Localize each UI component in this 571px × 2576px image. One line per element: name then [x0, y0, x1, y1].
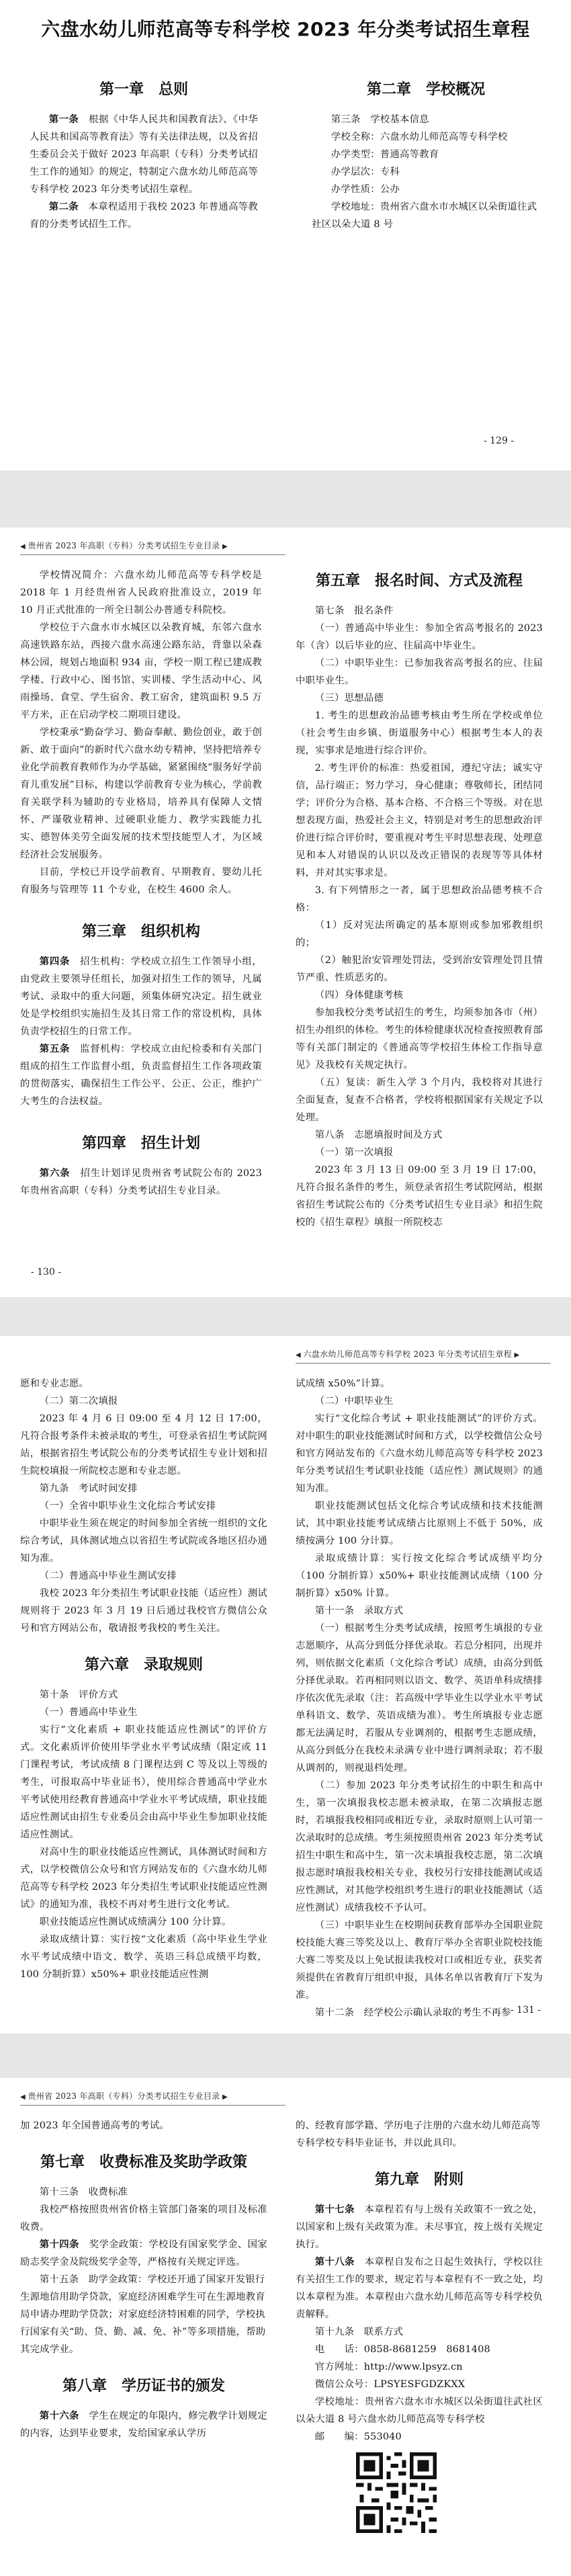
paragraph-list — [20, 2117, 267, 2134]
paragraph-text: 2. 考生评价的标准：热爱祖国，遵纪守法；诚实守信，品行端正；努力学习，身心健康；尊敬师长，团结同学；评价分为合格、基本合格、不合格三个等级。对在思想表现方面，热爱社会主义，特别是对考生的思想政治评价进行综合评价时，要重视对考生平时思想表现、处理意见和本人对错误的认识以及改正错误的表现等等具体材料，并对其实事求是。 — [296, 763, 543, 878]
page4-right-column — [296, 2117, 543, 2533]
paragraph — [20, 1721, 267, 1843]
paragraph-text: 参加我校分类考试招生的考生，均须参加各市（州）招生办组织的体检。考生的体检健康状况检查按照教育部等有关部门制定的《普通高等学校招生体检工作指导意见》及我校有关规定执行。 — [296, 1007, 543, 1071]
page4-left-column — [20, 2117, 267, 2442]
article-label: 第十一条 — [314, 1606, 355, 1616]
paragraph-text: 邮 编：553040 — [314, 2432, 402, 2442]
paragraph-text: （二）第二次填报 — [39, 1396, 118, 1407]
paragraph — [296, 2393, 543, 2428]
paragraph — [20, 2201, 267, 2236]
paragraph — [20, 953, 262, 1040]
paragraph-list — [20, 1375, 267, 1637]
paragraph-text: 监督机构：学校成立由纪检委和有关部门组成的招生工作监督小组，负责监督招生工作各项政策的贯彻落实，确保招生工作公平、公正、公正，维护广大考生的合法权益。 — [20, 1044, 262, 1107]
paragraph-list — [296, 602, 543, 1231]
article-label: 第十条 — [39, 1690, 69, 1700]
paragraph-list — [20, 2407, 267, 2442]
paragraph — [296, 917, 543, 952]
paragraph — [30, 111, 258, 198]
paragraph — [312, 111, 540, 128]
paragraph-text: 录取成绩计算：实行按“文化素质（高中毕业生学业水平考试成绩中语文、数学、英语三科总成绩平均数，100 分制折算）x50%+ 职业技能适应性测 — [20, 1934, 267, 1980]
paragraph-text: （二）中职毕业生 — [314, 1396, 394, 1407]
article-label: 第十八条 — [314, 2257, 355, 2268]
page3-left-column — [20, 1375, 267, 1983]
paragraph — [296, 1004, 543, 1074]
paragraph-text: 联系方式 — [363, 2327, 404, 2337]
paragraph-text: （二）普通高中毕业生测试安排 — [39, 1571, 177, 1581]
article-label: 第十七条 — [314, 2204, 355, 2215]
paragraph — [20, 1567, 267, 1585]
running-header: ◀ 贵州省 2023 年高职（专科）分类考试招生专业目录 ▶ — [20, 2091, 228, 2101]
paragraph-text: 办学性质：公办 — [331, 184, 400, 195]
paragraph-text: （二）中职毕业生：已参加我省高考报名的应、往届中职毕业生。 — [296, 658, 543, 686]
paragraph-text: （四）身体健康考核 — [314, 990, 404, 1001]
paragraph-text: 学校地址：贵州省六盘水市水城区以朵街道往武社区以朵大道 8 号六盘水幼儿师范高等专科学校 — [296, 2397, 543, 2425]
paragraph — [296, 1602, 543, 1620]
page3-right-column — [296, 1375, 543, 2022]
paragraph — [20, 1497, 267, 1515]
paragraph — [296, 759, 543, 882]
paragraph-list — [296, 1375, 543, 2022]
paragraph-text: （二）参加 2023 年分类考试招生的中职生和高中生，第一次填报我校志愿未被录取，在第二次填报志愿时，若填报我校相同或相近专业，录取时原则上认可第一次录取时的总成绩。考生须按照贵州省 2023 年分类考试招生中职生和高中生，第一次未填报我校志愿，第二次填报志愿时填报我校相关专业，我校另行安排技能测试或适应性测试，对其他学校组织考生进行的职业技能测试（适应性测试）成绩我校不予认可。 — [296, 1780, 543, 1913]
paragraph-text: 志愿填报时间及方式 — [354, 1130, 443, 1140]
paragraph — [20, 2407, 267, 2442]
paragraph-list — [20, 1686, 267, 1983]
paragraph — [20, 567, 262, 619]
paragraph-text: 职业技能测试包括文化综合考试成绩和技术技能测试，其中职业技能考试成绩占比原则上不低于 50%，成绩按满分 100 分计算。 — [296, 1501, 543, 1546]
paragraph-text: 学校基本信息 — [370, 114, 429, 125]
paragraph-text: 电 话：0858-8681259 8681408 — [314, 2344, 490, 2355]
article-label: 第七条 — [314, 606, 345, 616]
paragraph — [296, 1917, 543, 2004]
article-label: 第六条 — [39, 1168, 71, 1179]
page-132 — [0, 2078, 571, 2576]
paragraph-text: 学校秉承“勤奋学习、勤奋奉献、勤俭创业，敢于创新、敢于面向”的新时代六盘水幼专精神，坚持把培养专业化学前教育教师作为办学基础，紧紧围绕“服务好学前育儿重发展”目标，构建以学前教育专业为核心，学前教育关联学科为辅助的专业格局，培养具有保障人文情怀、严谨敬业精神、过硬职业能力、教学实践能力扎实、德智体美劳全面发展的技术型技能型人才，为区域经济社会发展服务。 — [20, 727, 262, 860]
paragraph-text: 学生在规定的年限内，修完教学计划规定的内容，达到毕业要求，发给国家承认学历 — [20, 2411, 268, 2439]
paragraph — [296, 1375, 543, 1393]
paragraph-text: 实行“文化素质 + 职业技能适应性测试”的评价方式。文化素质评价使用毕学业水平考试成绩（限定或 11 门课程考试，考试成绩 8 门课程达到 C 等及以上等级的考生，可报取高中毕业证书），使用综合普通高中学业水平考试使用经教育普通高中学业水平考试成绩，职业技能适应性测试由招生专业委员会由高中毕业生参加职业技能适应性测试。 — [20, 1725, 267, 1840]
paragraph — [312, 146, 540, 163]
paragraph — [20, 2117, 267, 2134]
paragraph-text: 本章程适用于我校 2023 年普通高等教育的分类考试招生工作。 — [30, 202, 259, 230]
document-title: 六盘水幼儿师范高等专科学校 2023 年分类考试招生章程 — [41, 18, 530, 40]
paragraph-text: 学校位于六盘水市水城区以朵教育城，东邻六盘水高速铁路东站，西接六盘水高速公路东站，背靠以朵森林公园，规划占地面积 934 亩，学校一期工程已建成教学楼、行政中心、图书馆、实训楼、学生活动中心、风雨操场、食堂、学生宿舍、教工宿舍，建筑面积 9.5 万平方米，正在启动学校二期项目建设。 — [20, 622, 262, 720]
page-129 — [0, 0, 571, 470]
paragraph — [296, 1074, 543, 1126]
paragraph-list — [312, 111, 540, 233]
paragraph — [296, 2117, 543, 2152]
paragraph — [312, 181, 540, 198]
paragraph — [20, 2236, 267, 2271]
paragraph — [296, 2376, 543, 2393]
paragraph — [296, 1393, 543, 1410]
article-label: 第一条 — [48, 114, 79, 125]
paragraph-text: 加 2023 年全国普通高考的考试。 — [20, 2120, 170, 2131]
article-label: 第十四条 — [39, 2239, 79, 2250]
paragraph — [312, 198, 540, 233]
paragraph — [296, 1620, 543, 1777]
paragraph-text: （三）中职毕业生在校期间获教育部举办全国职业院校技能大赛三等奖及以上、教育厅举办全省职业院校技能大赛二等奖及以上免试报读我校对口或相近专业，获奖者须提供在省教育厅组织申报，具体名单以省教育厅下发为准。 — [296, 1920, 543, 2001]
paragraph — [20, 1686, 267, 1704]
paragraph — [296, 1126, 543, 1144]
paragraph-text: 办学层次：专科 — [331, 167, 400, 177]
running-header: ◀ 六盘水幼儿师范高等专科学校 2023 年分类考试招生章程 ▶ — [296, 1349, 520, 1359]
paragraph-text: （一）普通高中毕业生 — [39, 1707, 138, 1718]
page2-left-column — [20, 567, 262, 1200]
paragraph — [20, 1375, 267, 1393]
paragraph — [296, 952, 543, 987]
paragraph — [296, 1410, 543, 1497]
running-header: ◀ 贵州省 2023 年高职（专科）分类考试招生专业目录 ▶ — [20, 541, 228, 550]
paragraph-text: 录取方式 — [363, 1606, 404, 1616]
paragraph-text: （一）全省中职毕业生文化综合考试安排 — [39, 1501, 216, 1511]
paragraph-text: （五）复读：新生入学 3 个月内，我校将对其进行全面复查，复查不合格者，学校将根据国家有关规定予以处理。 — [296, 1077, 543, 1123]
paragraph — [20, 1480, 267, 1497]
paragraph — [20, 1515, 267, 1567]
article-label: 第十九条 — [314, 2327, 355, 2337]
article-label: 第二条 — [48, 202, 79, 212]
paragraph-text: 愿和专业志愿。 — [20, 1378, 89, 1389]
paragraph-text: （一）根据考生分类考试成绩，按照考生填报的专业志愿顺序，从高分到低分择优录取。若总分相同，出现并列，则依据文化素质（文化综合考试）成绩，由高分到低分择优录取。若再相同则以语文、数学、英语单科成绩排序依次优先录取（注：若高级中学毕业生以学业水平考试单科语文、数学、英语成绩为准）。考生所填报专业志愿都无法满足时，若服从专业调剂的，根据考生志愿成绩，从高分到低分在我校未录满专业中进行调剂录取；若不服从调剂的，则视退档处理。 — [296, 1623, 543, 1774]
paragraph — [20, 1165, 262, 1200]
paragraph-list — [30, 111, 258, 233]
paragraph-text: 考试时间安排 — [79, 1483, 138, 1494]
paragraph — [20, 1585, 267, 1637]
paragraph-text: 学校情况简介：六盘水幼儿师范高等专科学校是 2018 年 1 月经贵州省人民政府批准设立，2019 年 10 月正式批准的一所全日制公办普通专科院校。 — [20, 570, 262, 616]
article-label: 第五条 — [39, 1044, 71, 1054]
paragraph-text: 根据《中华人民共和国教育法》、《中华人民共和国高等教育法》等有关法律法规，以及省招生委员会关于做好 2023 年高职（专科）分类考试招生工作的通知》的规定，特制定六盘水幼儿师范高等专科学校 2023 年分类考试招生章程。 — [30, 114, 258, 195]
paragraph-text: （一）第一次填报 — [314, 1147, 394, 1158]
paragraph-text: 助学金政策：学校还开通了国家开发银行生源地信用助学贷款，家庭经济困难学生可在生源地教育局申请办理助学贷款；对家庭经济特困难的同学，学校执行国家有关“助、贷、勤、减、免、补”等多项措施，帮助其完成学业。 — [20, 2274, 266, 2355]
paragraph — [296, 655, 543, 690]
paragraph-list — [20, 2184, 267, 2358]
chapter-4-heading: 第四章 招生计划 — [81, 1135, 200, 1152]
paragraph-list — [20, 567, 262, 899]
page-130 — [0, 528, 571, 1297]
paragraph-text: 报名条件 — [354, 606, 394, 616]
paragraph — [296, 2428, 543, 2446]
paragraph-list — [296, 2117, 543, 2152]
paragraph — [296, 2323, 543, 2341]
article-label: 第十五条 — [39, 2274, 79, 2285]
paragraph — [20, 1410, 267, 1480]
article-label: 第十六条 — [39, 2411, 79, 2421]
chapter-2-heading: 第二章 学校概况 — [366, 81, 485, 98]
page1-right-column — [312, 75, 540, 233]
page-number: - 131 - — [511, 2005, 541, 2016]
paragraph-text: 2023 年 4 月 6 日 09:00 至 4 月 12 日 17:00，凡符合报考条件未被录取的考生，可登录省招生考试院网站，根据省招生考试院公布的分类考试招生专业计划和招生院校填报一所院校志愿和专业志愿。 — [20, 1413, 267, 1477]
paragraph-text: （三）思想品德 — [314, 693, 384, 704]
page-number: - 130 - — [31, 1267, 62, 1278]
paragraph — [296, 602, 543, 620]
paragraph-text: 中职毕业生须在规定的时间参加全省统一组织的文化综合考试，具体测试地点以省招生考试院或各地区招办通知为准。 — [20, 1518, 267, 1564]
paragraph — [296, 1144, 543, 1161]
paragraph-text: 录取成绩计算：实行按文化综合考试成绩平均分（100 分制折算）x50%+ 职业技能测试成绩（100 分制折算）x50% 计算。 — [296, 1553, 543, 1599]
paragraph-text: 1. 考生的思想政治品德考核由考生所在学校或单位（社会考生由乡镇、街道服务中心）根据考生本人的表现，实事求是地进行综合评价。 — [296, 710, 543, 756]
paragraph — [20, 1393, 267, 1410]
paragraph — [296, 707, 543, 759]
paragraph-text: （2）触犯治安管理处罚法，受到治安管理处罚且情节严重、性质恶劣的。 — [296, 955, 543, 983]
paragraph-text: 招生机构：学校成立招生工作领导小组，由党政主要领导任组长，加强对招生工作的领导，凡属考试、录取中的重大问题，须集体研究决定。招生就业处是学校组织实施招生及其日常工作的常设机构，具体负责学校招生的日常工作。 — [20, 956, 262, 1037]
chapter-8-heading: 第八章 学历证书的颁发 — [62, 2378, 225, 2395]
page-number: - 129 - — [484, 435, 515, 446]
paragraph — [20, 1931, 267, 1983]
article-label: 第十三条 — [39, 2187, 79, 2198]
paragraph-list — [20, 953, 262, 1110]
paragraph — [20, 2184, 267, 2201]
chapter-5-heading: 第五章 报名时间、方式及流程 — [315, 573, 523, 589]
paragraph-text: 实行“文化综合考试 + 职业技能测试”的评价方式。对中职生的职业技能测试时间和方式，以学校微信公众号和官方网站发布的《六盘水幼儿师范高等专科学校 2023 年分类考试招生考试职业技能（适应性）测试规则》的通知为准。 — [296, 1413, 543, 1494]
paragraph — [20, 619, 262, 724]
paragraph-text: 3. 有下列情形之一者，属于思想政治品德考核不合格： — [296, 885, 543, 913]
page1-left-column — [30, 75, 258, 233]
paragraph-text: 官方网址：http://www.lpsyz.cn — [314, 2362, 463, 2372]
paragraph-text: 对高中生的职业技能适应性测试，具体测试时间和方式，以学校微信公众号和官方网站发布的《六盘水幼儿师范高等专科学校 2023 年分类招生考试职业技能适应性测试》的通知为准，我校不再对考生进行文化考试。 — [20, 1847, 267, 1910]
paragraph-text: （1）反对宪法所确定的基本原则或参加邪教组织的； — [296, 920, 543, 948]
article-label: 第四条 — [39, 956, 71, 967]
paragraph — [296, 690, 543, 707]
paragraph-text: 的、经教育部学籍、学历电子注册的六盘水幼儿师范高等专科学校专科毕业证书，并以此具印。 — [296, 2120, 541, 2149]
paragraph — [30, 198, 258, 233]
chapter-6-heading: 第六章 录取规则 — [84, 1657, 203, 1673]
paragraph-text: 我校严格按照贵州省价格主管部门备案的项目及标准收费。 — [20, 2204, 267, 2233]
paragraph — [20, 1040, 262, 1110]
chapter-9-heading: 第九章 附则 — [374, 2171, 464, 2188]
paragraph — [296, 882, 543, 917]
paragraph-text: 本章程若有与上级有关政策不一致之处，以国家和上级有关政策为准。未尽事宜，按上级有关规定执行。 — [296, 2204, 543, 2250]
paragraph-text: 学校全称：六盘水幼儿师范高等专科学校 — [331, 132, 508, 142]
paragraph — [296, 2358, 543, 2376]
paragraph — [20, 724, 262, 864]
header-rule — [20, 554, 286, 555]
wechat-qr-code — [356, 2452, 437, 2533]
paragraph — [296, 1497, 543, 1550]
paragraph — [296, 2341, 543, 2358]
paragraph-text: 目前，学校已开设学前教育、早期教育、婴幼儿托育服务与管理等 11 个专业，在校生 4600 余人。 — [20, 867, 262, 895]
paragraph — [296, 2201, 543, 2253]
paragraph-text: 试成绩 x50%”计算。 — [296, 1378, 390, 1389]
paragraph-text: 办学类型：普通高等教育 — [331, 149, 439, 160]
article-label: 第十二条 — [314, 2007, 355, 2018]
paragraph-text: 本章程自发布之日起生效执行，学校以往有关招生工作的要求，规定若与本章程有不一致之处，均以本章程为准。本章程由六盘水幼儿师范高等专科学校负责解释。 — [296, 2257, 543, 2320]
paragraph — [296, 620, 543, 655]
paragraph-text: 学校地址：贵州省六盘水市水城区以朵街道往武社区以朵大道 8 号 — [312, 202, 537, 230]
paragraph — [296, 1777, 543, 1917]
article-label: 第八条 — [314, 1130, 345, 1140]
paragraph-text: 微信公众号：LPSYESFGDZKXX — [314, 2379, 466, 2390]
paragraph — [20, 1913, 267, 1931]
paragraph — [296, 2004, 543, 2022]
paragraph — [20, 1843, 267, 1913]
header-rule — [20, 2105, 286, 2106]
chapter-7-heading: 第七章 收费标准及奖助学政策 — [40, 2154, 247, 2171]
paragraph-text: 收费标准 — [88, 2187, 128, 2198]
paragraph-text: 我校 2023 年分类招生考试职业技能（适应性）测试规则将于 2023 年 3 月 19 日后通过我校官方微信公众号和官方网站公布，敬请报考我校的考生关注。 — [20, 1588, 267, 1634]
paragraph — [296, 1550, 543, 1602]
paragraph-text: 2023 年 3 月 13 日 09:00 至 3 月 19 日 17:00，凡符合报名条件的考生，须登录省招生考试院网站，根据省招生考试院公布的《分类考试招生专业目录》和招生院校的《招生章程》填报一所院校志 — [296, 1165, 543, 1228]
paragraph — [312, 163, 540, 181]
page2-right-column — [296, 567, 543, 1231]
chapter-3-heading: 第三章 组织机构 — [81, 923, 200, 940]
paragraph-text: 奖学金政策：学校设有国家奖学金、国家励志奖学金及院级奖学金等，严格按有关规定评选。 — [20, 2239, 268, 2268]
paragraph — [296, 987, 543, 1004]
paragraph-list — [20, 1165, 262, 1200]
paragraph-text: 职业技能适应性测试成绩满分 100 分计算。 — [39, 1917, 232, 1927]
paragraph — [20, 1704, 267, 1721]
paragraph — [296, 1161, 543, 1231]
paragraph-text: （一）普通高中毕业生：参加全省高考报名的 2023 年（含）以后毕业的应、往届高中毕业生。 — [296, 623, 543, 651]
page-131 — [0, 1336, 571, 2034]
paragraph — [296, 2253, 543, 2323]
article-label: 第三条 — [331, 114, 361, 125]
chapter-1-heading: 第一章 总则 — [99, 81, 188, 98]
paragraph — [312, 128, 540, 146]
paragraph — [20, 2271, 267, 2358]
header-rule — [296, 1363, 551, 1364]
article-label: 第九条 — [39, 1483, 69, 1494]
paragraph-text: 经学校公示确认录取的考生不再参 — [363, 2007, 511, 2018]
paragraph — [20, 864, 262, 899]
paragraph-text: 评价方式 — [79, 1690, 118, 1700]
paragraph-text: 招生计划详见贵州省考试院公布的 2023 年贵州省高职（专科）分类考试招生专业目录。 — [20, 1168, 263, 1196]
paragraph-list — [296, 2201, 543, 2446]
